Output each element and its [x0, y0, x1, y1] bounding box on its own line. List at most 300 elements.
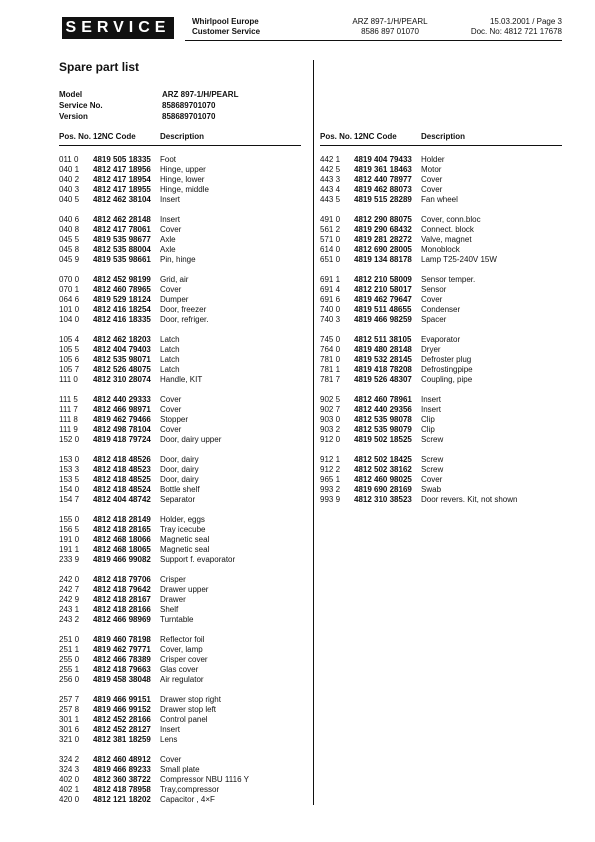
pos-no-cell: 691 4 — [320, 285, 341, 294]
description-cell: Screw — [421, 455, 444, 464]
table-row — [320, 345, 562, 355]
nc-code-cell: 4819 462 79466 — [93, 415, 151, 424]
table-header-left — [59, 132, 301, 142]
nc-code-cell: 4819 466 98259 — [354, 315, 412, 324]
pos-no-cell: 153 5 — [59, 475, 80, 484]
nc-code-cell: 4819 462 88073 — [354, 185, 412, 194]
pos-no-cell: 156 5 — [59, 525, 80, 534]
table-header-rule — [59, 145, 301, 146]
table-row — [59, 545, 301, 555]
model-info — [59, 89, 238, 122]
description-cell: Support f. evaporator — [160, 555, 236, 564]
pos-no-cell: 233 9 — [59, 555, 80, 564]
nc-code-cell: 4812 511 38105 — [354, 335, 412, 344]
pos-no-cell: 255 0 — [59, 655, 80, 664]
nc-code-cell: 4819 466 99152 — [93, 705, 151, 714]
nc-code-cell: 4812 310 38523 — [354, 495, 412, 504]
table-row — [320, 245, 562, 255]
description-cell: Defrostingpipe — [421, 365, 473, 374]
pos-no-cell: 111 7 — [59, 405, 78, 414]
table-row — [320, 395, 562, 405]
pos-no-cell: 104 0 — [59, 315, 80, 324]
meta-value: 858689701070 — [162, 101, 216, 110]
table-row — [320, 405, 562, 415]
table-row — [59, 315, 301, 325]
table-row — [320, 475, 562, 485]
nc-code-cell: 4819 502 18525 — [354, 435, 412, 444]
table-row — [59, 665, 301, 675]
part-group — [59, 215, 301, 265]
pos-no-cell: 324 3 — [59, 765, 80, 774]
table-row — [320, 355, 562, 365]
pos-no-cell: 965 1 — [320, 475, 341, 484]
nc-code-cell: 4812 418 48524 — [93, 485, 151, 494]
company-name: Whirlpool Europe — [192, 17, 259, 26]
description-cell: Holder, eggs — [160, 515, 205, 524]
pos-no-cell: 443 4 — [320, 185, 341, 194]
nc-code-cell: 4819 466 89233 — [93, 765, 151, 774]
table-row — [320, 435, 562, 445]
nc-code-cell: 4819 515 28289 — [354, 195, 412, 204]
doc-block — [471, 17, 562, 37]
page-header — [0, 0, 595, 44]
nc-code-cell: 4819 690 28169 — [354, 485, 412, 494]
table-row — [59, 275, 301, 285]
description-cell: Turntable — [160, 615, 194, 624]
part-group — [59, 395, 301, 445]
description-cell: Insert — [160, 215, 181, 224]
description-cell: Latch — [160, 345, 180, 354]
pos-no-cell: 402 1 — [59, 785, 80, 794]
pos-no-cell: 402 0 — [59, 775, 80, 784]
description-cell: Holder — [421, 155, 445, 164]
pos-no-cell: 255 1 — [59, 665, 80, 674]
nc-code-cell: 4812 452 28127 — [93, 725, 151, 734]
pos-no-cell: 902 5 — [320, 395, 341, 404]
nc-code-cell: 4812 452 28166 — [93, 715, 151, 724]
nc-code-cell: 4812 535 88004 — [93, 245, 151, 254]
description-cell: Drawer — [160, 595, 186, 604]
table-row — [320, 335, 562, 345]
description-cell: Cover — [421, 175, 443, 184]
table-row — [59, 405, 301, 415]
pos-no-cell: 242 9 — [59, 595, 80, 604]
description-cell: Tray,compressor — [160, 785, 220, 794]
pos-no-cell: 491 0 — [320, 215, 341, 224]
nc-code-cell: 4819 511 48655 — [354, 305, 412, 314]
table-row — [59, 735, 301, 745]
table-row — [59, 595, 301, 605]
table-row — [320, 455, 562, 465]
table-row — [59, 485, 301, 495]
table-row — [59, 465, 301, 475]
nc-code-cell: 4812 440 29356 — [354, 405, 412, 414]
description-cell: Screw — [421, 465, 444, 474]
header-pos-no: Pos. No. — [59, 132, 92, 141]
table-row — [320, 275, 562, 285]
pos-no-cell: 251 0 — [59, 635, 80, 644]
pos-no-cell: 153 3 — [59, 465, 80, 474]
part-group — [59, 635, 301, 685]
table-row — [59, 705, 301, 715]
nc-code-cell: 4812 404 48742 — [93, 495, 151, 504]
table-row — [59, 285, 301, 295]
table-row — [59, 635, 301, 645]
description-cell: Magnetic seal — [160, 535, 210, 544]
table-row — [59, 535, 301, 545]
pos-no-cell: 105 6 — [59, 355, 80, 364]
table-row — [320, 185, 562, 195]
nc-code-cell: 4812 466 98971 — [93, 405, 151, 414]
description-cell: Shelf — [160, 605, 179, 614]
table-row — [59, 795, 301, 805]
nc-code-cell: 4819 462 79771 — [93, 645, 151, 654]
nc-code-cell: 4812 440 29333 — [93, 395, 151, 404]
pos-no-cell: 764 0 — [320, 345, 341, 354]
nc-code-cell: 4812 210 58017 — [354, 285, 412, 294]
part-group — [320, 395, 562, 445]
description-cell: Cover — [421, 475, 443, 484]
description-cell: Connect. block — [421, 225, 474, 234]
table-row — [320, 255, 562, 265]
pos-no-cell: 420 0 — [59, 795, 80, 804]
description-cell: Drawer stop left — [160, 705, 217, 714]
description-cell: Cover — [160, 285, 182, 294]
table-row — [59, 675, 301, 685]
description-cell: Latch — [160, 335, 180, 344]
pos-no-cell: 152 0 — [59, 435, 80, 444]
header-12nc-code: 12NC Code — [354, 132, 397, 141]
nc-code-cell: 4819 134 88178 — [354, 255, 412, 264]
nc-code-cell: 4819 532 28145 — [354, 355, 412, 364]
nc-code-cell: 4812 417 18955 — [93, 185, 151, 194]
pos-no-cell: 301 1 — [59, 715, 80, 724]
description-cell: Crisper — [160, 575, 186, 584]
nc-code-cell: 4812 418 79706 — [93, 575, 151, 584]
pos-no-cell: 912 2 — [320, 465, 341, 474]
table-row — [59, 195, 301, 205]
pos-no-cell: 257 8 — [59, 705, 80, 714]
description-cell: Evaporator — [421, 335, 461, 344]
nc-code-cell: 4812 418 28167 — [93, 595, 151, 604]
description-cell: Axle — [160, 235, 176, 244]
nc-code-cell: 4812 462 38104 — [93, 195, 151, 204]
header-rule — [185, 40, 562, 41]
pos-no-cell: 070 0 — [59, 275, 80, 284]
nc-code-cell: 4812 418 48523 — [93, 465, 151, 474]
part-group — [320, 215, 562, 265]
nc-code-cell: 4812 418 28165 — [93, 525, 151, 534]
description-cell: Defroster plug — [421, 355, 472, 364]
pos-no-cell: 902 7 — [320, 405, 341, 414]
meta-value: ARZ 897-1/H/PEARL — [162, 90, 239, 99]
description-cell: Tray icecube — [160, 525, 206, 534]
table-row — [59, 215, 301, 225]
description-cell: Hinge, lower — [160, 175, 205, 184]
pos-no-cell: 442 1 — [320, 155, 341, 164]
description-cell: Door, dairy — [160, 455, 199, 464]
nc-code-cell: 4812 416 18254 — [93, 305, 151, 314]
table-row — [320, 195, 562, 205]
nc-code-cell: 4812 466 78389 — [93, 655, 151, 664]
table-row — [59, 605, 301, 615]
nc-code-cell: 4812 418 79663 — [93, 665, 151, 674]
pos-no-cell: 256 0 — [59, 675, 80, 684]
table-row — [59, 455, 301, 465]
service-label: SERVICE — [62, 17, 174, 39]
table-row — [59, 695, 301, 705]
pos-no-cell: 740 0 — [320, 305, 341, 314]
column-divider — [313, 60, 314, 805]
nc-code-cell: 4819 535 98661 — [93, 255, 151, 264]
meta-row-service-no — [59, 100, 238, 111]
table-row — [320, 365, 562, 375]
description-cell: Drawer stop right — [160, 695, 221, 704]
table-row — [320, 155, 562, 165]
nc-code-cell: 4819 361 18463 — [354, 165, 412, 174]
pos-no-cell: 101 0 — [59, 305, 80, 314]
header-description: Description — [160, 132, 205, 141]
table-header-right — [320, 132, 562, 142]
description-cell: Magnetic seal — [160, 545, 210, 554]
pos-no-cell: 242 7 — [59, 585, 80, 594]
pos-no-cell: 903 0 — [320, 415, 341, 424]
pos-no-cell: 111 8 — [59, 415, 78, 424]
table-row — [59, 165, 301, 175]
description-cell: Monoblock — [421, 245, 460, 254]
pos-no-cell: 740 3 — [320, 315, 341, 324]
pos-no-cell: 912 0 — [320, 435, 341, 444]
table-row — [59, 235, 301, 245]
table-row — [320, 215, 562, 225]
pos-no-cell: 045 5 — [59, 235, 80, 244]
meta-row-version — [59, 111, 238, 122]
table-row — [59, 585, 301, 595]
description-cell: Insert — [160, 725, 181, 734]
table-row — [59, 415, 301, 425]
nc-code-cell: 4819 466 99151 — [93, 695, 151, 704]
description-cell: Cover — [160, 395, 182, 404]
description-cell: Reflector foil — [160, 635, 205, 644]
description-cell: Latch — [160, 355, 180, 364]
nc-code-cell: 4819 505 18335 — [93, 155, 151, 164]
pos-no-cell: 154 7 — [59, 495, 80, 504]
table-row — [59, 345, 301, 355]
nc-code-cell: 4812 121 18202 — [93, 795, 151, 804]
pos-no-cell: 040 1 — [59, 165, 80, 174]
description-cell: Motor — [421, 165, 442, 174]
pos-no-cell: 993 2 — [320, 485, 341, 494]
table-row — [59, 335, 301, 345]
nc-code-cell: 4819 462 79647 — [354, 295, 412, 304]
part-group — [59, 695, 301, 745]
description-cell: Screw — [421, 435, 444, 444]
description-cell: Compressor NBU 1116 Y — [160, 775, 249, 784]
pos-no-cell: 153 0 — [59, 455, 80, 464]
part-group — [59, 275, 301, 325]
table-row — [320, 305, 562, 315]
description-cell: Lens — [160, 735, 178, 744]
description-cell: Stopper — [160, 415, 189, 424]
description-cell: Crisper cover — [160, 655, 208, 664]
description-cell: Cover — [160, 425, 182, 434]
nc-code-cell: 4819 418 79724 — [93, 435, 151, 444]
nc-code-cell: 4812 526 48075 — [93, 365, 151, 374]
table-row — [59, 425, 301, 435]
nc-code-cell: 4812 466 98969 — [93, 615, 151, 624]
table-row — [59, 615, 301, 625]
description-cell: Insert — [421, 405, 442, 414]
description-cell: Door, refriger. — [160, 315, 209, 324]
table-row — [59, 515, 301, 525]
nc-code-cell: 4812 416 18335 — [93, 315, 151, 324]
table-row — [320, 485, 562, 495]
description-cell: Valve, magnet — [421, 235, 472, 244]
nc-code-cell: 4819 535 98677 — [93, 235, 151, 244]
company-block — [192, 17, 260, 37]
description-cell: Dumper — [160, 295, 189, 304]
description-cell: Foot — [160, 155, 177, 164]
header-service-no: 8586 897 01070 — [361, 27, 419, 36]
table-row — [59, 765, 301, 775]
pos-no-cell: 745 0 — [320, 335, 341, 344]
nc-code-cell: 4812 310 28074 — [93, 375, 151, 384]
pos-no-cell: 045 9 — [59, 255, 80, 264]
description-cell: Bottle shelf — [160, 485, 200, 494]
nc-code-cell: 4812 498 78104 — [93, 425, 151, 434]
nc-code-cell: 4812 535 98078 — [354, 415, 412, 424]
table-row — [320, 495, 562, 505]
table-row — [59, 495, 301, 505]
pos-no-cell: 614 0 — [320, 245, 341, 254]
pos-no-cell: 321 0 — [59, 735, 80, 744]
table-row — [59, 575, 301, 585]
nc-code-cell: 4819 466 99082 — [93, 555, 151, 564]
part-group — [320, 275, 562, 325]
part-group — [59, 575, 301, 625]
table-row — [320, 175, 562, 185]
description-cell: Small plate — [160, 765, 200, 774]
description-cell: Clip — [421, 415, 435, 424]
description-cell: Insert — [160, 195, 181, 204]
department-name: Customer Service — [192, 27, 261, 36]
pos-no-cell: 781 1 — [320, 365, 341, 374]
table-row — [59, 775, 301, 785]
part-group — [59, 455, 301, 505]
pos-no-cell: 903 2 — [320, 425, 341, 434]
nc-code-cell: 4812 418 28166 — [93, 605, 151, 614]
description-cell: Separator — [160, 495, 196, 504]
description-cell: Door, dairy — [160, 475, 199, 484]
pos-no-cell: 155 0 — [59, 515, 80, 524]
description-cell: Condenser — [421, 305, 461, 314]
pos-no-cell: 111 5 — [59, 395, 78, 404]
table-row — [59, 555, 301, 565]
description-cell: Door, freezer — [160, 305, 207, 314]
nc-code-cell: 4819 290 68432 — [354, 225, 412, 234]
nc-code-cell: 4812 417 18956 — [93, 165, 151, 174]
part-group — [59, 335, 301, 385]
pos-no-cell: 301 6 — [59, 725, 80, 734]
pos-no-cell: 781 0 — [320, 355, 341, 364]
pos-no-cell: 993 9 — [320, 495, 341, 504]
table-row — [59, 225, 301, 235]
nc-code-cell: 4819 418 78208 — [354, 365, 412, 374]
nc-code-cell: 4819 480 28148 — [354, 345, 412, 354]
nc-code-cell: 4812 468 18066 — [93, 535, 151, 544]
nc-code-cell: 4812 462 18203 — [93, 335, 151, 344]
pos-no-cell: 040 6 — [59, 215, 80, 224]
date-page: 15.03.2001 / Page 3 — [489, 17, 562, 26]
table-row — [59, 525, 301, 535]
description-cell: Door, dairy — [160, 465, 199, 474]
pos-no-cell: 442 5 — [320, 165, 341, 174]
model-block — [345, 17, 435, 37]
nc-code-cell: 4812 468 18065 — [93, 545, 151, 554]
parts-table-right — [320, 132, 562, 515]
nc-code-cell: 4812 290 88075 — [354, 215, 412, 224]
description-cell: Pin, hinge — [160, 255, 196, 264]
table-row — [320, 235, 562, 245]
pos-no-cell: 651 0 — [320, 255, 341, 264]
description-cell: Sensor temper. — [421, 275, 476, 284]
nc-code-cell: 4812 440 78977 — [354, 175, 412, 184]
table-row — [320, 465, 562, 475]
meta-label: Service No. — [59, 101, 103, 110]
description-cell: Glas cover — [160, 665, 199, 674]
nc-code-cell: 4812 502 18425 — [354, 455, 412, 464]
pos-no-cell: 011 0 — [59, 155, 79, 164]
nc-code-cell: 4812 502 38162 — [354, 465, 412, 474]
pos-no-cell: 781 7 — [320, 375, 341, 384]
description-cell: Insert — [421, 395, 442, 404]
pos-no-cell: 040 3 — [59, 185, 80, 194]
pos-no-cell: 243 2 — [59, 615, 80, 624]
table-row — [59, 645, 301, 655]
description-cell: Control panel — [160, 715, 208, 724]
doc-number: Doc. No: 4812 721 17678 — [470, 27, 562, 36]
nc-code-cell: 4812 418 78958 — [93, 785, 151, 794]
pos-no-cell: 251 1 — [59, 645, 80, 654]
part-group — [320, 335, 562, 385]
description-cell: Lamp T25-240V 15W — [421, 255, 497, 264]
nc-code-cell: 4812 418 28149 — [93, 515, 151, 524]
table-row — [320, 165, 562, 175]
description-cell: Axle — [160, 245, 176, 254]
part-group — [59, 515, 301, 565]
table-row — [59, 295, 301, 305]
table-row — [320, 315, 562, 325]
header-pos-no: Pos. No. — [320, 132, 353, 141]
description-cell: Cover, lamp — [160, 645, 203, 654]
pos-no-cell: 040 5 — [59, 195, 80, 204]
pos-no-cell: 191 0 — [59, 535, 80, 544]
description-cell: Grid, air — [160, 275, 189, 284]
description-cell: Cover — [160, 405, 182, 414]
table-row — [59, 175, 301, 185]
description-cell: Coupling, pipe — [421, 375, 473, 384]
header-12nc-code: 12NC Code — [93, 132, 136, 141]
description-cell: Dryer — [421, 345, 441, 354]
parts-table-left — [59, 132, 301, 815]
description-cell: Door revers. Kit, not shown — [421, 495, 518, 504]
table-row — [320, 375, 562, 385]
table-row — [59, 365, 301, 375]
pos-no-cell: 243 1 — [59, 605, 80, 614]
pos-no-cell: 040 2 — [59, 175, 80, 184]
description-cell: Clip — [421, 425, 435, 434]
header-model-code: ARZ 897-1/H/PEARL — [352, 17, 428, 26]
